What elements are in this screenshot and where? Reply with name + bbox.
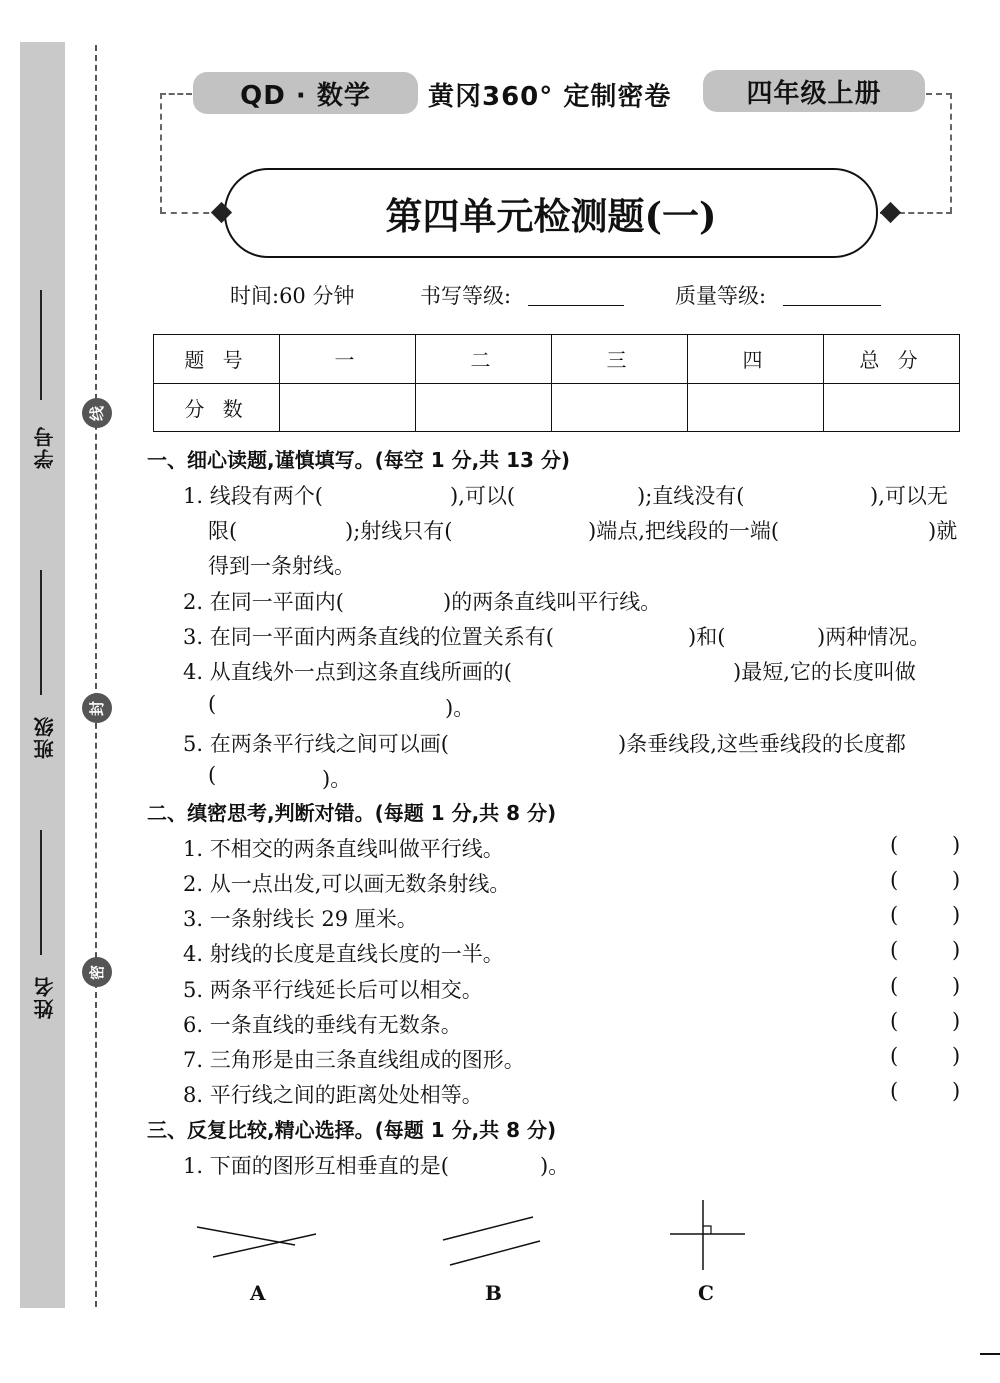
score-table-cell: 三 — [552, 335, 688, 384]
score-table-cell: 总 分 — [824, 335, 960, 384]
judge-item: 1. 不相交的两条直线叫做平行线。 — [183, 837, 504, 861]
q1-line1-b: ),可以( — [450, 484, 516, 508]
answer-paren-close: ) — [952, 938, 961, 962]
subject-pill: QD · 数学 — [193, 72, 418, 114]
name-label: 姓名 — [33, 975, 57, 1019]
score-table-cell: 二 — [416, 335, 552, 384]
grade-pill: 四年级上册 — [703, 70, 925, 112]
answer-paren-open[interactable]: ( — [890, 938, 899, 962]
answer-paren-close: ) — [952, 1044, 961, 1068]
q2-b: )的两条直线叫平行线。 — [443, 590, 662, 614]
q1-line2-d: )就 — [928, 519, 958, 543]
judge-item: 5. 两条平行线延长后可以相交。 — [183, 978, 483, 1002]
answer-paren-open[interactable]: ( — [890, 903, 899, 927]
q1-line1-c: );直线没有( — [637, 484, 745, 508]
section2-heading: 二、缜密思考,判断对错。(每题 1 分,共 8 分) — [147, 801, 557, 825]
judge-item: 4. 射线的长度是直线长度的一半。 — [183, 942, 504, 966]
page-title: 第四单元检测题(一) — [224, 168, 878, 258]
score-table-cell: 一 — [280, 335, 416, 384]
option-label-c: C — [698, 1281, 714, 1305]
section3-heading: 三、反复比较,精心选择。(每题 1 分,共 8 分) — [147, 1118, 557, 1142]
figure-b-parallel-lines[interactable] — [443, 1217, 540, 1265]
q1-line1-a: 1. 线段有两个( — [183, 484, 323, 508]
q1-line2-a: 限( — [208, 519, 238, 543]
q1-line2-c: )端点,把线段的一端( — [588, 519, 780, 543]
judge-item: 3. 一条射线长 29 厘米。 — [183, 907, 418, 931]
answer-paren-close: ) — [952, 1079, 961, 1103]
time-limit: 时间:60 分钟 — [230, 284, 355, 308]
q5-b: )条垂线段,这些垂线段的长度都 — [618, 732, 906, 756]
seal-line-text: 线 — [88, 405, 107, 421]
answer-paren-open[interactable]: ( — [890, 1009, 899, 1033]
q4-b: )最短,它的长度叫做 — [733, 660, 916, 684]
class-label: 班级 — [33, 715, 57, 759]
answer-paren-close: ) — [952, 974, 961, 998]
q4-d: )。 — [445, 696, 475, 720]
answer-paren-close: ) — [952, 868, 961, 892]
right-angle-mark — [703, 1226, 711, 1234]
student-id-label: 学号 — [33, 425, 57, 469]
score-table-cell: 四 — [688, 335, 824, 384]
q1-line3: 得到一条射线。 — [208, 554, 355, 578]
judge-item: 2. 从一点出发,可以画无数条射线。 — [183, 872, 511, 896]
q3-c: )两种情况。 — [817, 625, 931, 649]
q1-line2-b: );射线只有( — [345, 519, 453, 543]
answer-paren-close: ) — [952, 833, 961, 857]
answer-paren-open[interactable]: ( — [890, 1079, 899, 1103]
q5-d: )。 — [322, 767, 352, 791]
quality-grade-label: 质量等级: — [675, 284, 767, 308]
seal-secret-text: 密 — [88, 964, 107, 980]
score-table-cell: 分 数 — [154, 383, 280, 432]
score-table-cell: 题 号 — [154, 335, 280, 384]
q3-a: 3. 在同一平面内两条直线的位置关系有( — [183, 625, 554, 649]
option-label-b: B — [485, 1281, 502, 1305]
q5-a: 5. 在两条平行线之间可以画( — [183, 732, 449, 756]
judge-item: 8. 平行线之间的距离处处相等。 — [183, 1083, 483, 1107]
q3-b: )和( — [688, 625, 726, 649]
q2-a: 2. 在同一平面内( — [183, 590, 344, 614]
answer-paren-close: ) — [952, 903, 961, 927]
answer-paren-open[interactable]: ( — [890, 974, 899, 998]
figure-c-perpendicular-lines[interactable] — [670, 1200, 745, 1270]
q4-c: ( — [208, 692, 217, 716]
option-label-a: A — [250, 1281, 266, 1305]
choice-q1-b: )。 — [540, 1154, 570, 1178]
judge-item: 6. 一条直线的垂线有无数条。 — [183, 1013, 462, 1037]
answer-paren-close: ) — [952, 1009, 961, 1033]
answer-paren-open[interactable]: ( — [890, 833, 899, 857]
figure-a-intersecting-lines[interactable] — [197, 1227, 316, 1257]
section1-heading: 一、细心读题,谨慎填写。(每空 1 分,共 13 分) — [147, 448, 571, 472]
series-title: 黄冈360° 定制密卷 — [428, 82, 672, 112]
choice-q1-a: 1. 下面的图形互相垂直的是( — [183, 1154, 449, 1178]
q5-c: ( — [208, 763, 217, 787]
judge-item: 7. 三角形是由三条直线组成的图形。 — [183, 1048, 525, 1072]
writing-grade-label: 书写等级: — [420, 284, 512, 308]
q4-a: 4. 从直线外一点到这条直线所画的( — [183, 660, 512, 684]
seal-seal-text: 封 — [88, 700, 107, 716]
answer-paren-open[interactable]: ( — [890, 1044, 899, 1068]
q1-line1-d: ),可以无 — [870, 484, 948, 508]
answer-paren-open[interactable]: ( — [890, 868, 899, 892]
